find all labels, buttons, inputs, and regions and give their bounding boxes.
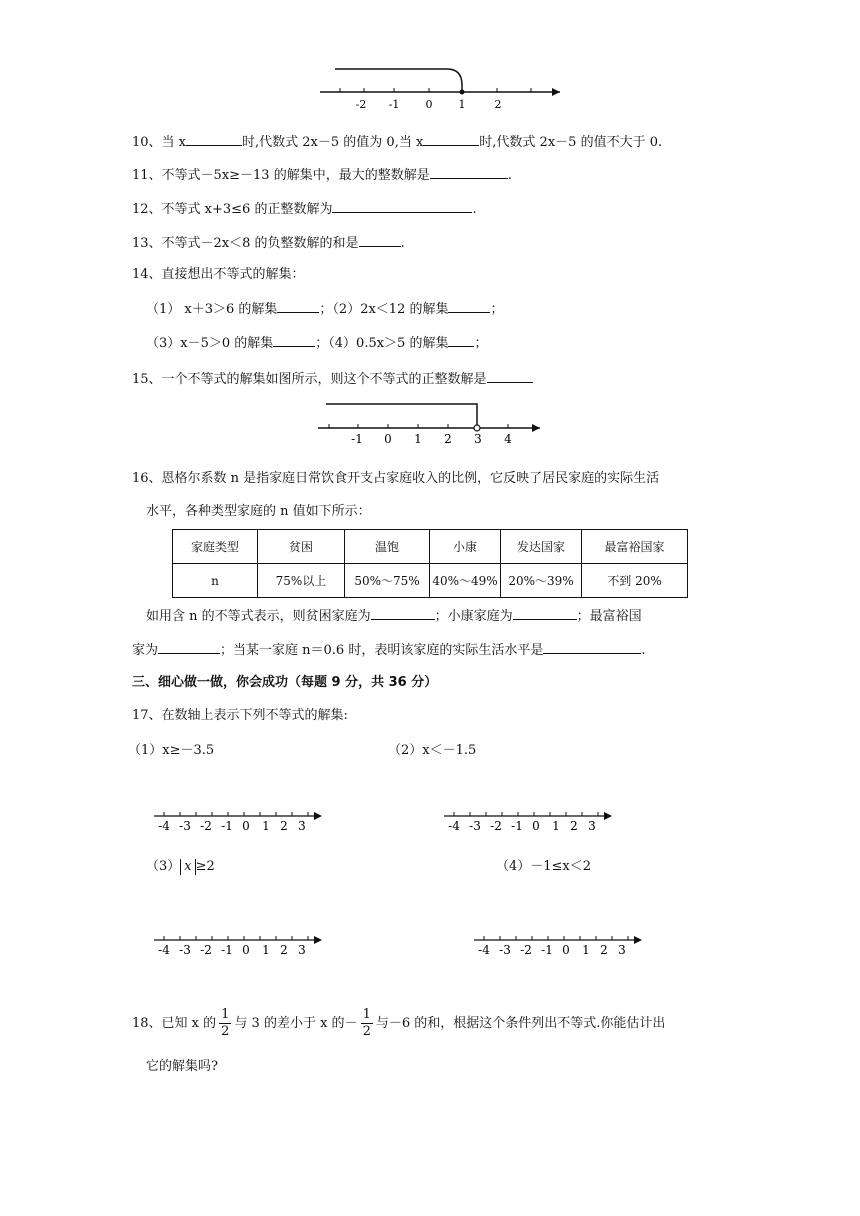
q17-part2: （2）x＜－1.5 (388, 743, 477, 758)
question-15 (132, 369, 533, 389)
q16-after2b: ；当某一家庭 n＝0.6 时，表明该家庭的实际生活水平是 (220, 643, 544, 658)
q17-part4: （4）－1≤x＜2 (496, 859, 592, 874)
tick-label: -1 (511, 819, 523, 833)
tick-label: 0 (425, 98, 433, 111)
answer-blank[interactable] (359, 233, 401, 247)
tick-label: -2 (355, 98, 367, 111)
tick-label: 4 (504, 432, 512, 446)
tick-label: 3 (474, 432, 482, 446)
q12-text-b: . (472, 202, 477, 217)
q16-after1c: ；最富裕国 (576, 609, 642, 624)
table-row (173, 564, 688, 598)
q18-text-c: 与－6 的和，根据这个条件列出不等式.你能估计出 (375, 1016, 666, 1031)
tick-label: 2 (600, 943, 608, 957)
q14-part4: （3）x－5＞0 的解集 (146, 336, 274, 351)
fraction-numerator: 1 (362, 1007, 371, 1022)
q14-part5: ；（4）0.5x＞5 的解集 (315, 336, 449, 351)
tick-label: 0 (562, 943, 570, 957)
question-11 (132, 165, 512, 185)
tick-label: -3 (469, 819, 481, 833)
fraction-half (361, 1007, 373, 1040)
answer-blank[interactable] (423, 132, 479, 146)
tick-label: 0 (384, 432, 392, 446)
q17-number-line-3 (150, 930, 350, 960)
engel-table (172, 529, 688, 598)
tick-label: -4 (448, 819, 460, 833)
tick-label: 0 (532, 819, 540, 833)
tick-label: -2 (200, 943, 212, 957)
tick-label: 0 (242, 819, 250, 833)
q15-text: 15、一个不等式的解集如图所示，则这个不等式的正整数解是 (132, 372, 487, 387)
tick-label: 0 (242, 943, 250, 957)
tick-label: 3 (588, 819, 596, 833)
tick-label: 2 (280, 943, 288, 957)
q17-part3 (146, 858, 215, 876)
tick-label: 3 (298, 819, 306, 833)
answer-blank[interactable] (430, 165, 508, 179)
table-header-cell: 小康 (430, 530, 501, 564)
tick-label: -1 (221, 819, 233, 833)
answer-blank[interactable] (371, 606, 435, 620)
fraction-denominator: 2 (362, 1024, 371, 1039)
answer-blank[interactable] (487, 369, 533, 383)
answer-blank[interactable] (332, 199, 472, 213)
table-header-cell: 贫困 (258, 530, 345, 564)
answer-blank[interactable] (448, 333, 474, 347)
q14-part3: ； (490, 302, 504, 317)
tick-label: 1 (262, 819, 270, 833)
tick-label: -2 (490, 819, 502, 833)
question-16-line1: 16、恩格尔系数 n 是指家庭日常饮食开支占家庭收入的比例，它反映了居民家庭的实际生活 (132, 471, 660, 486)
q10-text-b: 时,代数式 2x－5 的值为 0,当 x (242, 135, 424, 150)
absolute-value-x: x (180, 859, 195, 875)
table-cell: n (173, 564, 258, 598)
question-16-line2: 水平，各种类型家庭的 n 值如下所示： (146, 504, 371, 519)
tick-label: 1 (582, 943, 590, 957)
q13-text-a: 13、不等式－2x＜8 的负整数解的和是 (132, 236, 359, 251)
tick-label: -1 (221, 943, 233, 957)
q16-after1a: 如用含 n 的不等式表示，则贫困家庭为 (146, 609, 371, 624)
tick-label: -3 (179, 943, 191, 957)
answer-blank[interactable] (273, 333, 315, 347)
tick-label: -3 (179, 819, 191, 833)
tick-label: -1 (351, 432, 363, 446)
table-header-cell: 发达国家 (501, 530, 582, 564)
fraction-denominator: 2 (221, 1024, 230, 1039)
q14-part2: ；（2）2x＜12 的解集 (319, 302, 449, 317)
tick-label: -4 (478, 943, 490, 957)
tick-label: 3 (298, 943, 306, 957)
q12-text-a: 12、不等式 x+3≤6 的正整数解为 (132, 202, 333, 217)
tick-label: 1 (458, 98, 466, 111)
tick-label: -4 (158, 819, 170, 833)
question-14-title: 14、直接想出不等式的解集： (132, 267, 305, 282)
tick-label: -2 (520, 943, 532, 957)
table-header-cell: 家庭类型 (173, 530, 258, 564)
section-3-heading: 三、细心做一做，你会成功（每题 9 分，共 36 分） (132, 675, 438, 690)
table-cell: 不到 20% (582, 564, 688, 598)
q11-text-b: . (507, 168, 512, 183)
question-16-after2 (132, 640, 645, 660)
table-row (173, 530, 688, 564)
tick-label: -4 (158, 943, 170, 957)
q16-after2c: . (641, 643, 646, 658)
table-cell: 20%～39% (501, 564, 582, 598)
tick-label: -1 (388, 98, 400, 111)
q10-text-c: 时,代数式 2x－5 的值不大于 0. (479, 135, 663, 150)
top-number-line (0, 0, 860, 120)
tick-label: -1 (541, 943, 553, 957)
tick-label: 2 (444, 432, 452, 446)
question-17-title: 17、在数轴上表示下列不等式的解集: (132, 708, 348, 723)
q14-part6: ； (474, 336, 488, 351)
answer-blank[interactable] (158, 640, 220, 654)
table-cell: 40%～49% (430, 564, 501, 598)
question-14-row2 (146, 333, 487, 353)
answer-blank[interactable] (448, 299, 490, 313)
q17-number-line-1 (150, 806, 350, 836)
tick-label: 2 (494, 98, 502, 111)
q17-number-line-4 (470, 930, 670, 960)
q17-part3-suffix: ≥2 (195, 859, 215, 874)
question-13 (132, 233, 405, 253)
question-14-row1 (146, 299, 504, 319)
q17-part1: （1）x≥－3.5 (128, 743, 215, 758)
answer-blank[interactable] (513, 606, 577, 620)
fraction-half (219, 1007, 231, 1040)
tick-label: 1 (414, 432, 422, 446)
q10-text-a: 10、当 x (132, 135, 187, 150)
fraction-numerator: 1 (221, 1007, 230, 1022)
q18-text-a: 18、已知 x 的 (132, 1016, 217, 1031)
question-18-line2: 它的解集吗? (146, 1059, 218, 1074)
table-cell: 50%～75% (345, 564, 430, 598)
tick-label: 3 (618, 943, 626, 957)
q17-number-line-2 (440, 806, 640, 836)
question-10 (132, 132, 662, 152)
table-cell: 75%以上 (258, 564, 345, 598)
q16-after1b: ；小康家庭为 (434, 609, 513, 624)
tick-label: 2 (280, 819, 288, 833)
tick-label: 2 (570, 819, 578, 833)
answer-blank[interactable] (186, 132, 242, 146)
answer-blank[interactable] (277, 299, 319, 313)
q17-part3-prefix: （3） (146, 859, 181, 874)
q18-text-b: 与 3 的差小于 x 的－ (234, 1016, 358, 1031)
tick-label: -3 (499, 943, 511, 957)
q13-text-b: . (400, 236, 405, 251)
tick-label: 1 (262, 943, 270, 957)
question-12 (132, 199, 477, 219)
q14-part1: （1） x＋3＞6 的解集 (146, 302, 278, 317)
table-header-cell: 最富裕国家 (582, 530, 688, 564)
q16-after2a: 家为 (132, 643, 159, 658)
q15-number-line (0, 398, 860, 448)
tick-label: -2 (200, 819, 212, 833)
tick-label: 1 (552, 819, 560, 833)
question-16-after1 (146, 606, 642, 626)
table-header-cell: 温饱 (345, 530, 430, 564)
answer-blank[interactable] (543, 640, 641, 654)
question-18-line1 (132, 1004, 665, 1044)
q11-text-a: 11、不等式－5x≥－13 的解集中，最大的整数解是 (132, 168, 430, 183)
